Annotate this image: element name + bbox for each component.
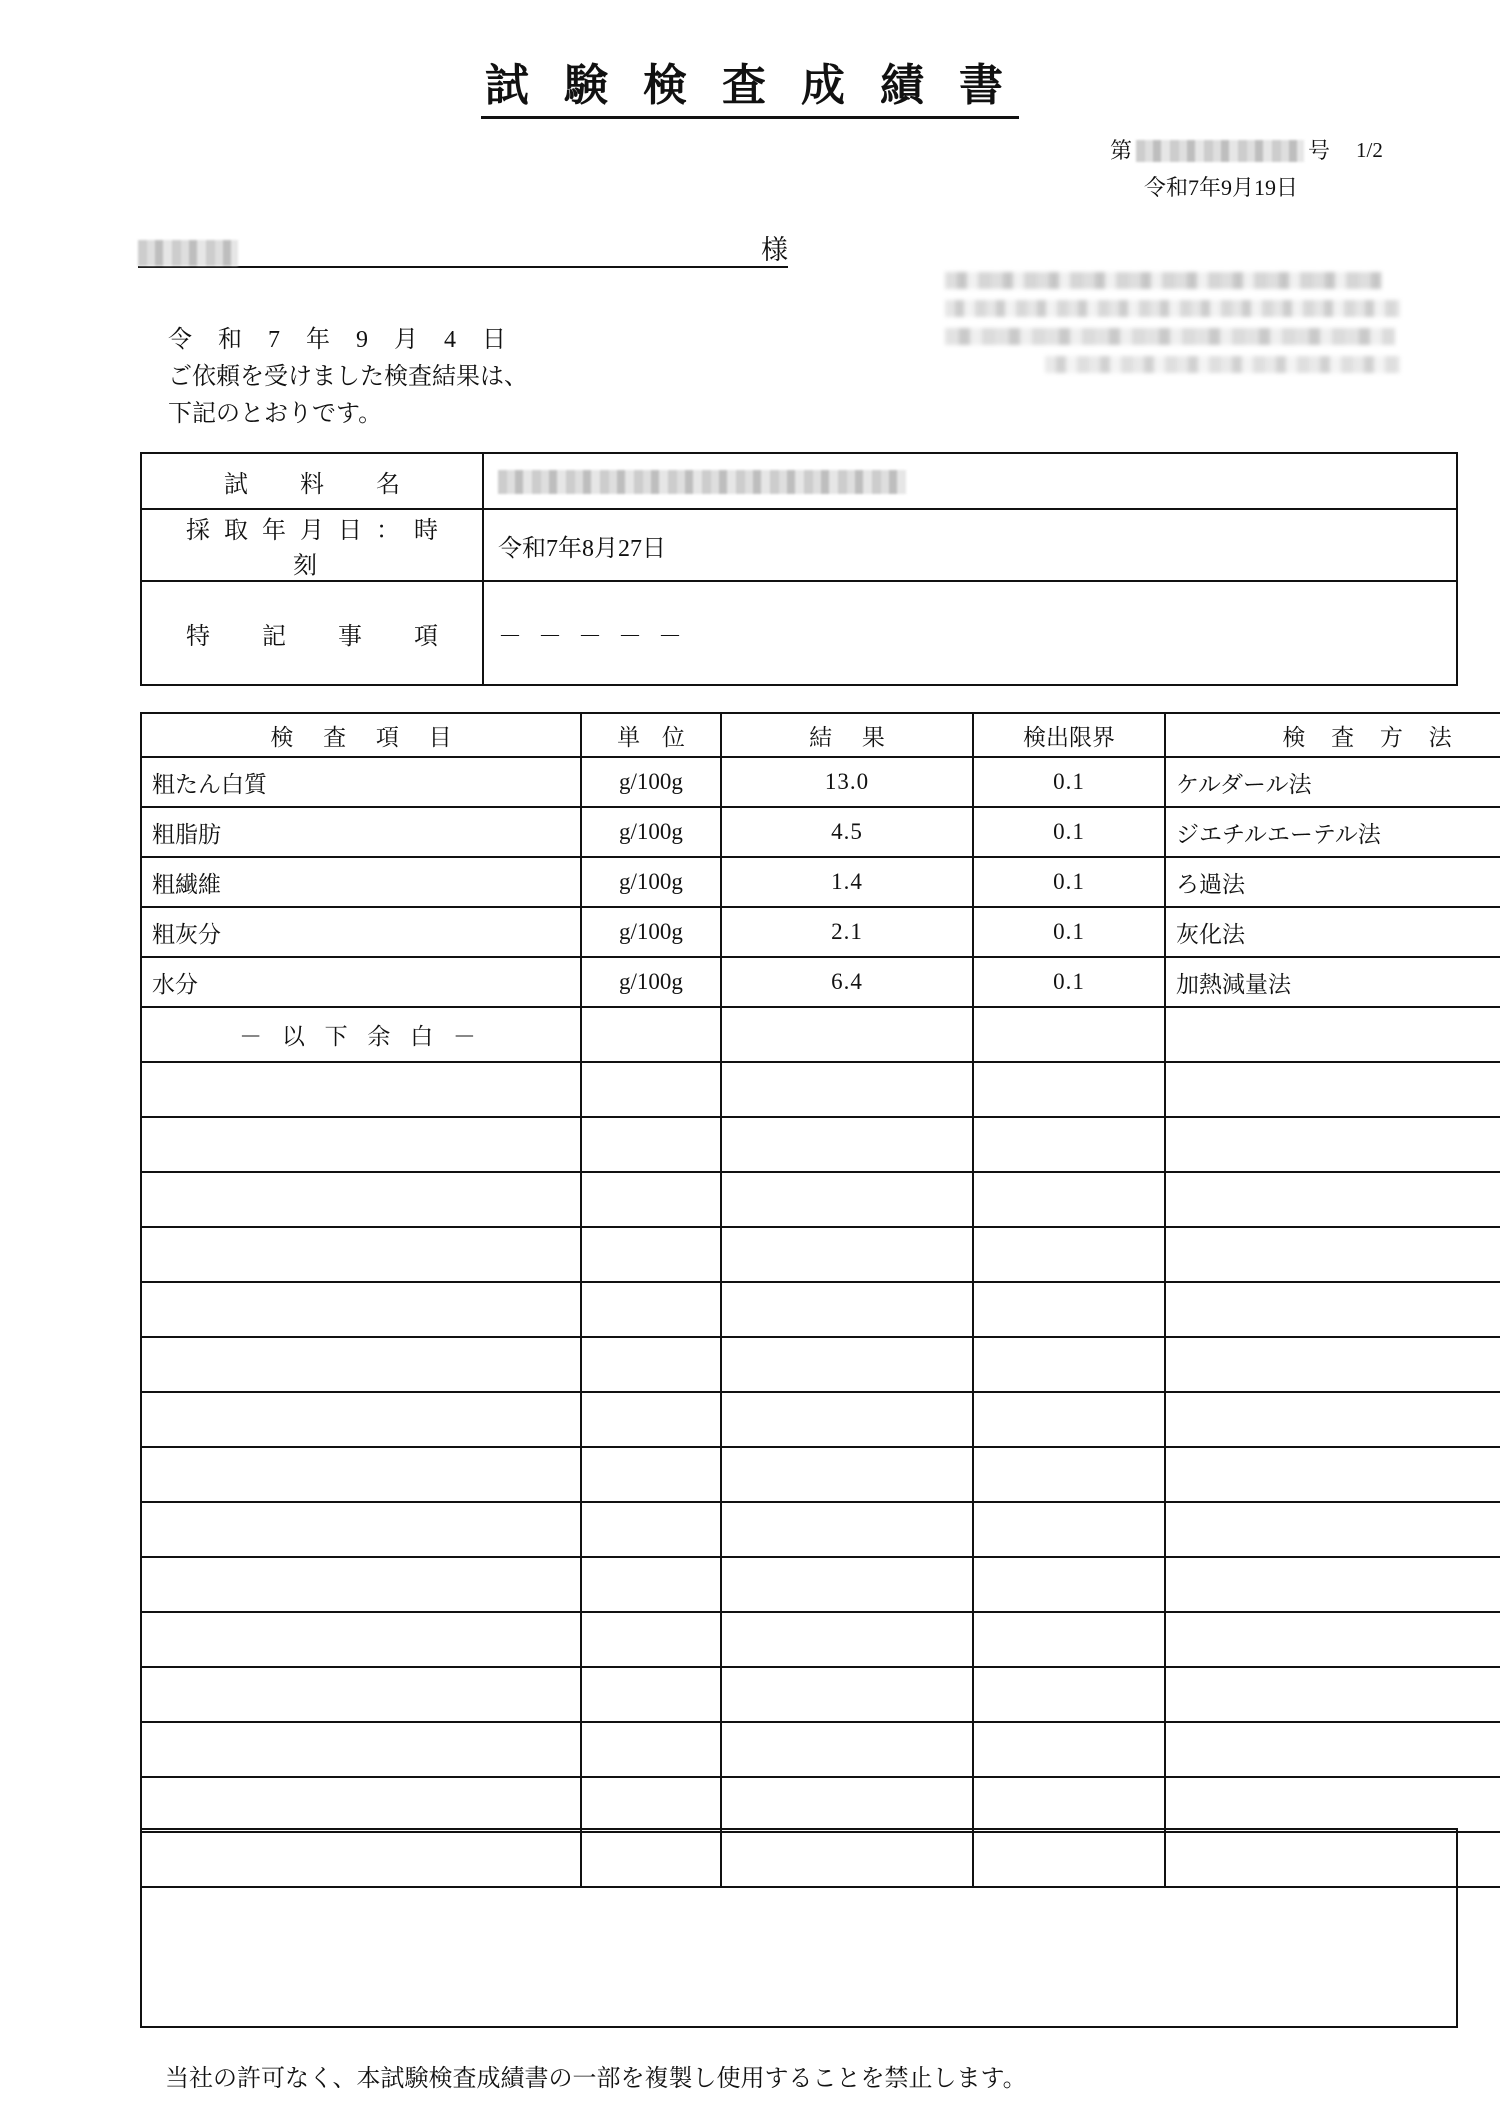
empty-cell bbox=[721, 1282, 973, 1337]
empty-cell bbox=[721, 1557, 973, 1612]
cell-detection-limit: 0.1 bbox=[973, 807, 1165, 857]
cell-result: 13.0 bbox=[721, 757, 973, 807]
empty-cell bbox=[141, 1612, 581, 1667]
cell-unit: g/100g bbox=[581, 807, 721, 857]
empty-cell bbox=[141, 1557, 581, 1612]
cell-item: 水分 bbox=[141, 957, 581, 1007]
empty-cell bbox=[581, 1282, 721, 1337]
empty-table-row bbox=[141, 1667, 1500, 1722]
sample-name-redacted bbox=[498, 470, 906, 494]
cell-item: 粗たん白質 bbox=[141, 757, 581, 807]
empty-cell bbox=[973, 1392, 1165, 1447]
info-value-collection-datetime: 令和7年8月27日 bbox=[483, 509, 1457, 581]
document-number-suffix: 号 bbox=[1308, 138, 1331, 163]
cell-detection-limit: 0.1 bbox=[973, 907, 1165, 957]
cell-item: 粗灰分 bbox=[141, 907, 581, 957]
cell-unit: g/100g bbox=[581, 957, 721, 1007]
request-date: 令 和 7 年 9 月 4 日 bbox=[168, 327, 516, 353]
cell-method: 灰化法 bbox=[1165, 907, 1500, 957]
empty-cell bbox=[1165, 1722, 1500, 1777]
cell-method: 加熱減量法 bbox=[1165, 957, 1500, 1007]
empty-table-row bbox=[141, 1777, 1500, 1832]
empty-cell bbox=[581, 1062, 721, 1117]
empty-cell bbox=[141, 1172, 581, 1227]
table-row bbox=[141, 757, 1500, 807]
document-number-redacted bbox=[1136, 140, 1304, 162]
empty-cell bbox=[1165, 1117, 1500, 1172]
empty-table-row bbox=[141, 1117, 1500, 1172]
empty-table-row bbox=[141, 1722, 1500, 1777]
empty-cell bbox=[141, 1392, 581, 1447]
empty-cell bbox=[721, 1392, 973, 1447]
empty-table-row bbox=[141, 1612, 1500, 1667]
issuer-line-4 bbox=[1045, 356, 1400, 373]
body-text bbox=[168, 322, 528, 434]
empty-cell bbox=[721, 1172, 973, 1227]
empty-cell bbox=[1165, 1777, 1500, 1832]
sample-info-table bbox=[140, 452, 1458, 686]
info-row-collection-datetime bbox=[141, 509, 1457, 581]
empty-cell bbox=[141, 1502, 581, 1557]
footer-notice: 当社の許可なく、本試験検査成績書の一部を複製し使用することを禁止します。 bbox=[165, 2066, 1027, 2092]
empty-cell bbox=[973, 1227, 1165, 1282]
empty-table-row bbox=[141, 1502, 1500, 1557]
empty-cell bbox=[581, 1392, 721, 1447]
empty-cell bbox=[1165, 1172, 1500, 1227]
info-row-sample-name bbox=[141, 453, 1457, 509]
empty-cell bbox=[141, 1337, 581, 1392]
empty-cell bbox=[581, 1117, 721, 1172]
info-row-remarks bbox=[141, 581, 1457, 685]
empty-cell bbox=[581, 1337, 721, 1392]
empty-table-row bbox=[141, 1062, 1500, 1117]
empty-cell bbox=[141, 1227, 581, 1282]
empty-cell bbox=[721, 1667, 973, 1722]
addressee-line bbox=[138, 224, 788, 268]
empty-cell bbox=[721, 1062, 973, 1117]
empty-cell bbox=[973, 1612, 1165, 1667]
empty-cell bbox=[973, 1722, 1165, 1777]
info-value-sample-name bbox=[483, 453, 1457, 509]
empty-table-row bbox=[141, 1392, 1500, 1447]
end-marker-label: － 以 下 余 白 － bbox=[141, 1007, 581, 1062]
empty-cell bbox=[581, 1557, 721, 1612]
empty-cell bbox=[141, 1062, 581, 1117]
empty-cell bbox=[1165, 1667, 1500, 1722]
table-row bbox=[141, 807, 1500, 857]
cell-method: ジエチルエーテル法 bbox=[1165, 807, 1500, 857]
empty-cell bbox=[581, 1172, 721, 1227]
col-header-item: 検 査 項 目 bbox=[141, 713, 581, 757]
document-number-line bbox=[1110, 134, 1490, 167]
empty-cell bbox=[973, 1777, 1165, 1832]
empty-cell bbox=[973, 1337, 1165, 1392]
results-header-row bbox=[141, 713, 1500, 757]
empty-cell bbox=[1165, 1502, 1500, 1557]
cell-method: ろ過法 bbox=[1165, 857, 1500, 907]
info-label-collection-datetime: 採取年月日：時刻 bbox=[141, 509, 483, 581]
info-label-remarks: 特 記 事 項 bbox=[141, 581, 483, 685]
empty-cell bbox=[973, 1282, 1165, 1337]
empty-table-row bbox=[141, 1282, 1500, 1337]
document-meta bbox=[1110, 134, 1490, 204]
empty-cell bbox=[973, 1447, 1165, 1502]
empty-cell bbox=[721, 1447, 973, 1502]
cell-unit: g/100g bbox=[581, 907, 721, 957]
empty-cell bbox=[1165, 1447, 1500, 1502]
empty-cell bbox=[973, 1667, 1165, 1722]
cell-result: 2.1 bbox=[721, 907, 973, 957]
empty-cell bbox=[973, 1557, 1165, 1612]
empty-cell bbox=[141, 1282, 581, 1337]
empty-cell bbox=[141, 1117, 581, 1172]
end-marker-row bbox=[141, 1007, 1500, 1062]
empty-cell bbox=[141, 1447, 581, 1502]
cell-item: 粗繊維 bbox=[141, 857, 581, 907]
empty-cell bbox=[973, 1007, 1165, 1062]
empty-table-row bbox=[141, 1172, 1500, 1227]
cell-detection-limit: 0.1 bbox=[973, 757, 1165, 807]
body-line-1: ご依頼を受けました検査結果は、 bbox=[168, 364, 528, 391]
empty-cell bbox=[1165, 1062, 1500, 1117]
body-line-2: 下記のとおりです。 bbox=[168, 401, 383, 428]
cell-result: 4.5 bbox=[721, 807, 973, 857]
empty-cell bbox=[1165, 1227, 1500, 1282]
empty-cell bbox=[721, 1117, 973, 1172]
document-number-prefix: 第 bbox=[1110, 138, 1133, 163]
empty-cell bbox=[141, 1667, 581, 1722]
issue-date: 令和7年9月19日 bbox=[1144, 175, 1299, 200]
issuer-line-3 bbox=[945, 328, 1395, 345]
empty-cell bbox=[581, 1227, 721, 1282]
free-remarks-box bbox=[140, 1828, 1458, 2028]
empty-cell bbox=[1165, 1007, 1500, 1062]
cell-result: 6.4 bbox=[721, 957, 973, 1007]
addressee-honorific: 様 bbox=[761, 235, 788, 265]
empty-cell bbox=[1165, 1557, 1500, 1612]
page-indicator: 1/2 bbox=[1356, 137, 1383, 162]
issuer-line-2 bbox=[945, 300, 1400, 317]
empty-cell bbox=[1165, 1282, 1500, 1337]
results-table-body bbox=[141, 757, 1500, 1887]
empty-cell bbox=[581, 1722, 721, 1777]
page-title: 試 験 検 査 成 績 書 bbox=[481, 62, 1019, 119]
empty-cell bbox=[1165, 1392, 1500, 1447]
empty-cell bbox=[581, 1007, 721, 1062]
empty-table-row bbox=[141, 1447, 1500, 1502]
empty-cell bbox=[721, 1007, 973, 1062]
empty-cell bbox=[721, 1777, 973, 1832]
info-value-remarks: － － － － － bbox=[483, 581, 1457, 685]
col-header-result: 結 果 bbox=[721, 713, 973, 757]
cell-unit: g/100g bbox=[581, 857, 721, 907]
table-row bbox=[141, 957, 1500, 1007]
info-label-sample-name: 試 料 名 bbox=[141, 453, 483, 509]
results-table-head bbox=[141, 713, 1500, 757]
empty-cell bbox=[581, 1502, 721, 1557]
cell-detection-limit: 0.1 bbox=[973, 857, 1165, 907]
empty-cell bbox=[973, 1062, 1165, 1117]
col-header-detection-limit: 検出限界 bbox=[973, 713, 1165, 757]
empty-cell bbox=[721, 1337, 973, 1392]
empty-cell bbox=[581, 1667, 721, 1722]
table-row bbox=[141, 907, 1500, 957]
cell-item: 粗脂肪 bbox=[141, 807, 581, 857]
empty-cell bbox=[721, 1612, 973, 1667]
empty-table-row bbox=[141, 1227, 1500, 1282]
empty-table-row bbox=[141, 1337, 1500, 1392]
results-table bbox=[140, 712, 1500, 1888]
addressee-name-redacted bbox=[138, 240, 238, 266]
empty-cell bbox=[581, 1777, 721, 1832]
empty-cell bbox=[141, 1777, 581, 1832]
empty-cell bbox=[721, 1722, 973, 1777]
cell-unit: g/100g bbox=[581, 757, 721, 807]
cell-detection-limit: 0.1 bbox=[973, 957, 1165, 1007]
empty-cell bbox=[973, 1502, 1165, 1557]
empty-cell bbox=[1165, 1612, 1500, 1667]
issuer-block-redacted bbox=[945, 272, 1400, 392]
cell-result: 1.4 bbox=[721, 857, 973, 907]
empty-cell bbox=[973, 1117, 1165, 1172]
empty-cell bbox=[721, 1227, 973, 1282]
empty-cell bbox=[973, 1172, 1165, 1227]
empty-table-row bbox=[141, 1557, 1500, 1612]
empty-cell bbox=[581, 1612, 721, 1667]
empty-cell bbox=[1165, 1337, 1500, 1392]
empty-cell bbox=[721, 1502, 973, 1557]
page-title-wrap bbox=[0, 62, 1500, 119]
col-header-unit: 単 位 bbox=[581, 713, 721, 757]
issuer-line-1 bbox=[945, 272, 1382, 289]
empty-cell bbox=[141, 1722, 581, 1777]
empty-cell bbox=[581, 1447, 721, 1502]
col-header-method: 検 査 方 法 bbox=[1165, 713, 1500, 757]
cell-method: ケルダール法 bbox=[1165, 757, 1500, 807]
table-row bbox=[141, 857, 1500, 907]
